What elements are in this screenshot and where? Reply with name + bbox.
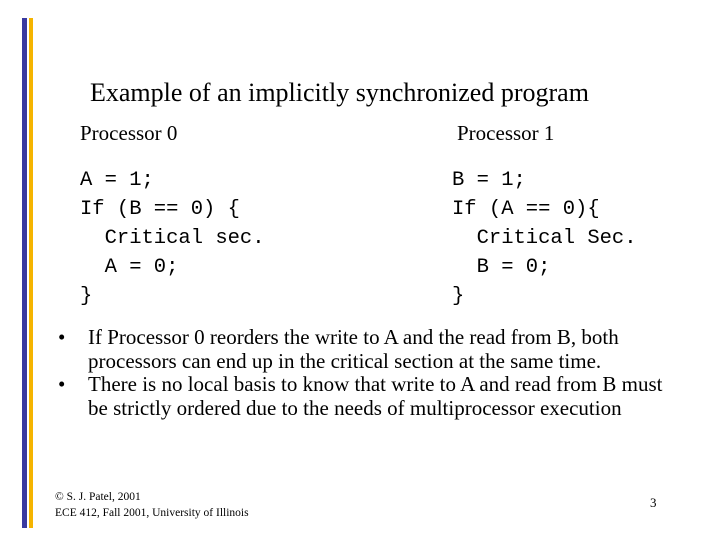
code-line: }: [452, 285, 465, 308]
code-line: Critical sec.: [80, 227, 265, 250]
processor-0-header: Processor 0: [80, 121, 178, 145]
code-line: A = 1;: [80, 169, 154, 192]
footer-copyright: © S. J. Patel, 2001: [55, 491, 141, 503]
processor-1-code: [452, 166, 637, 311]
bullet-text: If Processor 0 reorders the write to A and the read from B, both processors can end up in the critical section at the same time.: [88, 325, 619, 373]
left-accent-bar-blue: [22, 18, 27, 528]
bullet-icon: •: [58, 372, 66, 396]
bullet-list: [58, 326, 678, 420]
page-number: 3: [650, 495, 657, 510]
slide-title: Example of an implicitly synchronized program: [90, 78, 589, 107]
bullet-text: There is no local basis to know that write to A and read from B must be strictly ordered due to the needs of multiprocessor execution: [88, 372, 663, 420]
list-item: [58, 373, 678, 420]
code-line: If (B == 0) {: [80, 198, 240, 221]
processor-0-code: [80, 166, 265, 311]
left-accent-bar-yellow: [29, 18, 33, 528]
code-line: B = 0;: [452, 256, 551, 279]
code-line: }: [80, 285, 93, 308]
list-item: [58, 326, 678, 373]
bullet-icon: •: [58, 325, 66, 349]
code-line: B = 1;: [452, 169, 526, 192]
code-line: A = 0;: [80, 256, 179, 279]
code-line: If (A == 0){: [452, 198, 600, 221]
footer-course: ECE 412, Fall 2001, University of Illinois: [55, 507, 249, 519]
footer: [55, 489, 249, 521]
processor-1-header: Processor 1: [457, 121, 555, 145]
code-line: Critical Sec.: [452, 227, 637, 250]
